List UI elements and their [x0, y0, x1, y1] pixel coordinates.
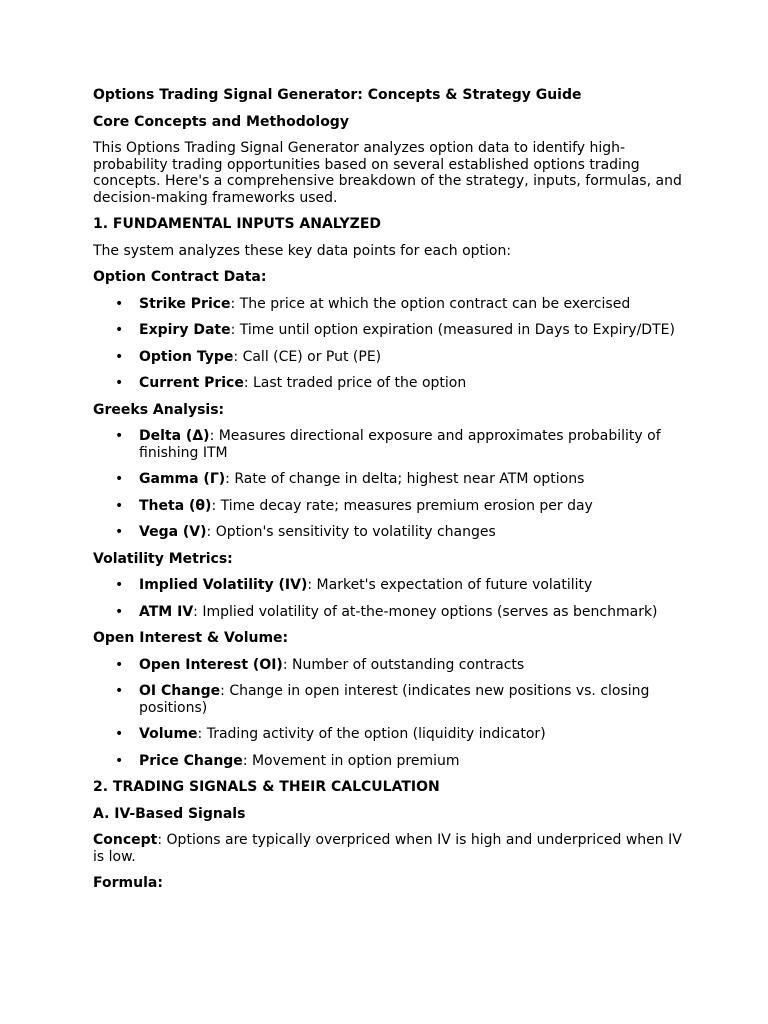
bullet-icon: • — [115, 295, 124, 312]
term-description: : Measures directional exposure and approximates probability of finishing ITM — [139, 428, 661, 461]
section-heading-trading-signals: 2. TRADING SIGNALS & THEIR CALCULATION — [93, 779, 440, 795]
group-heading-volatility: Volatility Metrics: — [93, 550, 233, 567]
concept-paragraph — [93, 832, 683, 865]
bullet-icon: • — [115, 348, 124, 365]
term: Price Change — [139, 752, 243, 769]
term: ATM IV — [139, 603, 194, 620]
group-heading-contract: Option Contract Data: — [93, 269, 267, 285]
term: Open Interest (OI) — [139, 656, 283, 673]
term: Volume — [139, 726, 198, 742]
list-item — [93, 577, 683, 594]
term-description: : Time until option expiration (measured in Days to Expiry/DTE) — [230, 322, 675, 338]
term: Theta (θ) — [139, 497, 212, 514]
section1-intro: The system analyzes these key data points for each option: — [93, 242, 512, 259]
bullet-icon: • — [115, 683, 124, 699]
open-interest-list — [93, 657, 683, 770]
list-item — [93, 753, 683, 770]
term: Delta (Δ) — [139, 428, 210, 444]
list-item — [93, 498, 683, 515]
list-item — [93, 683, 683, 716]
term-description: : Call (CE) or Put (PE) — [233, 348, 382, 365]
list-item — [93, 375, 683, 392]
list-item — [93, 296, 683, 313]
section-heading-core-concepts: Core Concepts and Methodology — [93, 113, 349, 130]
term-description: : The price at which the option contract can be exercised — [230, 295, 631, 312]
concept-description: : Options are typically overpriced when IV is high and underpriced when IV is low. — [93, 832, 682, 865]
list-item — [93, 349, 683, 366]
bullet-icon: • — [115, 726, 124, 742]
bullet-icon: • — [115, 656, 124, 673]
document-title: Options Trading Signal Generator: Concepts & Strategy Guide — [93, 87, 582, 103]
term-description: : Number of outstanding contracts — [282, 656, 525, 673]
bullet-icon: • — [115, 603, 124, 620]
document-content — [93, 87, 683, 902]
intro-paragraph: This Options Trading Signal Generator analyzes option data to identify high-probability trading opportunities based on several established options trading concepts. Here's a comprehensive breakdown of the strategy, inputs, formulas, and decision-making frameworks used. — [93, 140, 682, 206]
subsection-heading-iv-signals: A. IV-Based Signals — [93, 805, 246, 822]
term: Vega (V) — [139, 524, 207, 540]
volatility-list — [93, 577, 683, 620]
formula-label: Formula: — [93, 875, 163, 891]
list-item — [93, 726, 683, 743]
list-item — [93, 322, 683, 339]
term: Option Type — [139, 348, 234, 365]
group-heading-greeks: Greeks Analysis: — [93, 401, 225, 418]
bullet-icon: • — [115, 577, 124, 593]
term-description: : Trading activity of the option (liquidity indicator) — [197, 726, 546, 742]
bullet-icon: • — [115, 471, 124, 487]
section-heading-fundamental-inputs: 1. FUNDAMENTAL INPUTS ANALYZED — [93, 216, 382, 232]
bullet-icon: • — [115, 428, 124, 444]
contract-list — [93, 296, 683, 392]
term: Gamma (Γ) — [139, 471, 226, 487]
bullet-icon: • — [115, 752, 124, 769]
term-description: : Movement in option premium — [242, 752, 460, 769]
bullet-icon: • — [115, 524, 124, 540]
group-heading-open-interest: Open Interest & Volume: — [93, 630, 289, 646]
term: Current Price — [139, 375, 244, 391]
list-item — [93, 524, 683, 541]
term-description: : Change in open interest (indicates new positions vs. closing positions) — [139, 683, 650, 716]
term: Expiry Date — [139, 322, 231, 338]
term: OI Change — [139, 683, 221, 699]
term-description: : Market's expectation of future volatility — [307, 577, 593, 593]
term: Strike Price — [139, 295, 231, 312]
list-item — [93, 471, 683, 488]
bullet-icon: • — [115, 375, 124, 391]
term-description: : Last traded price of the option — [243, 375, 467, 391]
term-description: : Option's sensitivity to volatility changes — [206, 524, 496, 540]
term-description: : Implied volatility of at-the-money options (serves as benchmark) — [193, 603, 658, 620]
concept-term: Concept — [93, 832, 158, 848]
greeks-list — [93, 428, 683, 541]
term: Implied Volatility (IV) — [139, 577, 308, 593]
list-item — [93, 604, 683, 621]
bullet-icon: • — [115, 497, 124, 514]
term-description: : Rate of change in delta; highest near ATM options — [225, 471, 585, 487]
bullet-icon: • — [115, 322, 124, 338]
list-item — [93, 657, 683, 674]
list-item — [93, 428, 683, 461]
term-description: : Time decay rate; measures premium erosion per day — [211, 497, 593, 514]
